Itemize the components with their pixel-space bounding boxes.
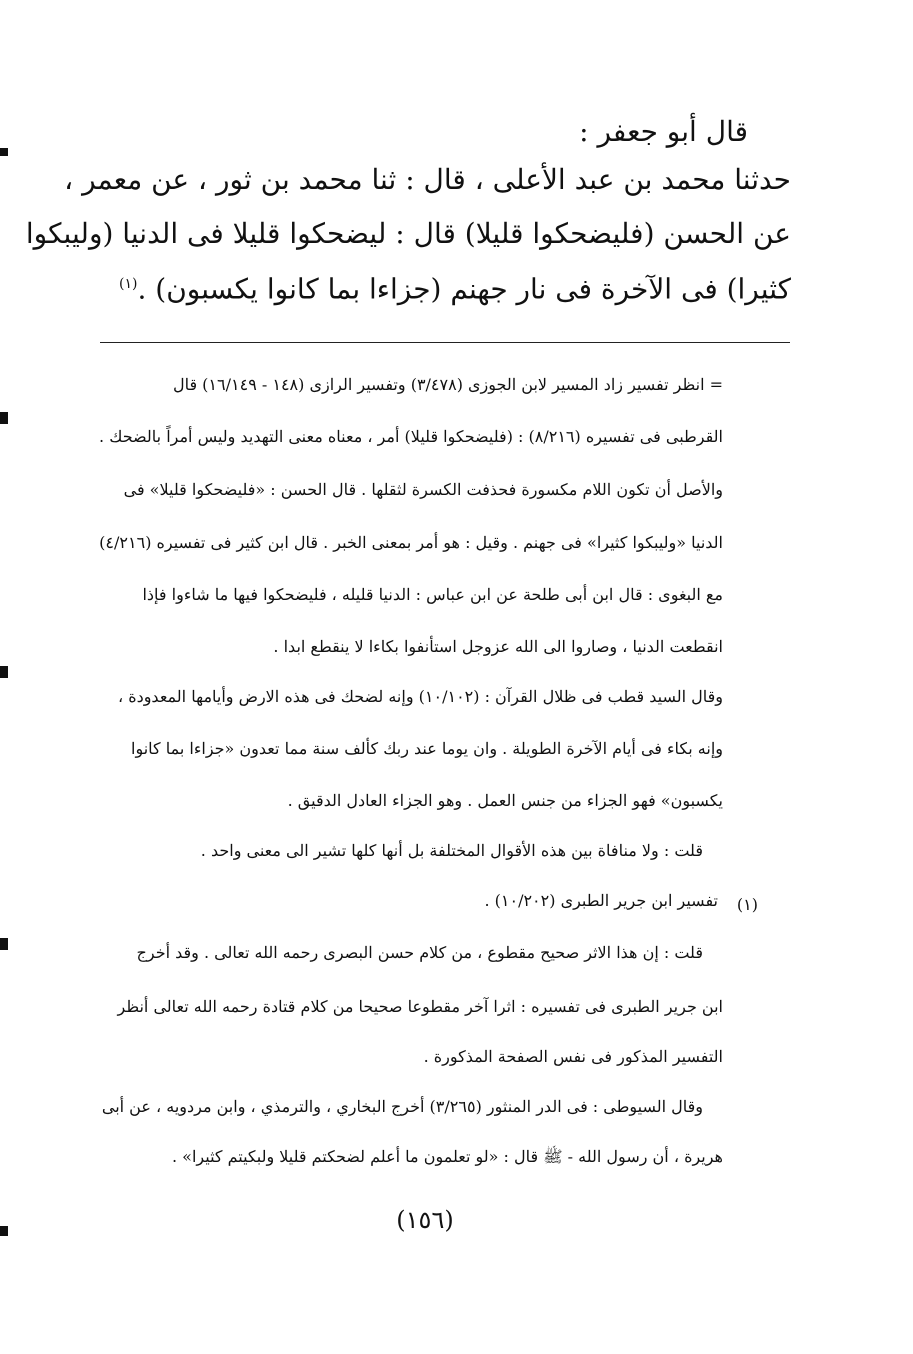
- footnote-divider: [100, 342, 790, 343]
- scan-mark: [0, 148, 8, 156]
- footnote-line: تفسير ابن جرير الطبرى (١٠/٢٠٢) .: [484, 891, 718, 910]
- main-text-line: عن الحسن (فليضحكوا قليلا) قال : ليضحكوا قليلا فى الدنيا (وليبكوا: [25, 217, 791, 250]
- footnote-line: قلت : ولا منافاة بين هذه الأقوال المختلفة بل أنها كلها تشير الى معنى واحد .: [200, 841, 703, 860]
- footnote-line: التفسير المذكور فى نفس الصفحة المذكورة .: [423, 1047, 723, 1066]
- footnote-line: = انظر تفسير زاد المسير لابن الجوزى (٣/٤٧٨) وتفسير الرازى (١٤٨ - ١٦/١٤٩) قال: [172, 375, 723, 394]
- main-heading: قال أبو جعفر :: [579, 115, 748, 148]
- footnote-line: انقطعت الدنيا ، وصاروا الى الله عزوجل استأنفوا بكاءا لا ينقطع ابدا .: [273, 637, 723, 656]
- footnote-line: وقال السيد قطب فى ظلال القرآن : (١٠/١٠٢) وإنه لضحك فى هذه الارض وأيامها المعدودة ،: [117, 687, 723, 706]
- footnote-line: هريرة ، أن رسول الله - ﷺ قال : «لو تعلمون ما أعلم لضحكتم قليلا ولبكيتم كثيرا» .: [172, 1147, 723, 1166]
- page-number: (١٥٦): [396, 1206, 454, 1234]
- scan-mark: [0, 412, 8, 424]
- footnote-line: وقال السيوطى : فى الدر المنثور (٣/٢٦٥) أخرج البخاري ، والترمذي ، وابن مردويه ، عن أبى: [101, 1097, 703, 1116]
- footnote-line: ابن جرير الطبرى فى تفسيره : اثرا آخر مقطوعا صحيحا من كلام قتادة رحمه الله تعالى أنظر: [117, 997, 723, 1016]
- scan-mark: [0, 666, 8, 678]
- footnote-line: يكسبون» فهو الجزاء من جنس العمل . وهو الجزاء العادل الدقيق .: [287, 791, 723, 810]
- footnote-line: وإنه بكاء فى أيام الآخرة الطويلة . وان يوما عند ربك كألف سنة مما تعدون «جزاءا بما كانوا: [131, 739, 723, 758]
- main-text-line: كثيرا) فى الآخرة فى نار جهنم (جزاءا بما كانوا يكسبون) .$^{(١)}$: [119, 272, 791, 306]
- footnote-number: (١): [736, 895, 758, 914]
- footnote-line: القرطبى فى تفسيره (٨/٢١٦) : (فليضحكوا قليلا) أمر ، معناه معنى التهديد وليس أمراً بالضحك .: [99, 427, 723, 446]
- footnote-line: والأصل أن تكون اللام مكسورة فحذفت الكسرة لثقلها . قال الحسن : «فليضحكوا قليلا» فى: [123, 480, 723, 499]
- scan-mark: [0, 1226, 8, 1236]
- footnote-line: مع البغوى : قال ابن أبى طلحة عن ابن عباس : الدنيا قليله ، فليضحكوا فيها ما شاءوا فإذا: [142, 585, 723, 604]
- scan-mark: [0, 938, 8, 950]
- main-text-line: حدثنا محمد بن عبد الأعلى ، قال : ثنا محمد بن ثور ، عن معمر ،: [64, 163, 791, 196]
- footnote-line: الدنيا «وليبكوا كثيرا» فى جهنم . وقيل : هو أمر بمعنى الخبر . قال ابن كثير فى تفسيره (٤/٢١٦): [99, 533, 723, 552]
- footnote-line: قلت : إن هذا الاثر صحيح مقطوع ، من كلام حسن البصرى رحمه الله تعالى . وقد أخرج: [136, 943, 703, 962]
- footnote-reference: (١): [119, 276, 138, 292]
